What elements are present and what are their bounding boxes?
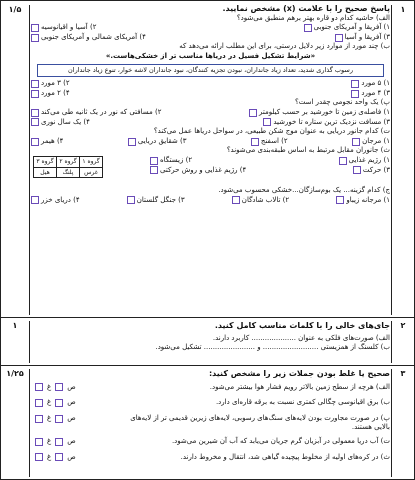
question-3-section — [1, 365, 414, 479]
true-label: ص — [67, 382, 76, 391]
question-number: ۲ — [391, 321, 414, 363]
checkbox[interactable] — [127, 196, 135, 204]
true-false-row — [31, 414, 390, 424]
option[interactable] — [232, 196, 289, 206]
option-row — [150, 166, 390, 176]
table-cell: پلنگ — [57, 167, 80, 178]
option[interactable] — [150, 156, 192, 166]
true-false-choices — [35, 398, 76, 408]
option-label: ۱) آفریقا و آمریکای جنوبی — [313, 23, 390, 32]
option[interactable] — [31, 118, 90, 128]
true-label: ص — [67, 452, 76, 461]
option[interactable] — [150, 166, 246, 176]
option-label: ۱) مرجان — [362, 136, 390, 145]
option-label: ۱) ۵ مورد — [361, 79, 390, 88]
question-1-title: پاسخ صحیح را با علامت (x) مشخص نمایید. — [222, 4, 390, 13]
option-label: ۴) آمریکای شمالی و آمریکای جنوبی — [41, 32, 146, 41]
checkbox[interactable] — [304, 24, 312, 32]
checkbox[interactable] — [128, 138, 136, 146]
table-cell: غرس — [80, 167, 103, 178]
question-number: ۱ — [391, 5, 414, 315]
option[interactable] — [335, 33, 390, 43]
false-checkbox[interactable] — [35, 453, 43, 461]
true-false-row — [31, 453, 390, 463]
option-label: ۳) مسافت نزدیک ترین ستاره تا خورشید — [273, 117, 390, 126]
statement-continuation: بالایی هستند. — [351, 423, 390, 432]
checkbox[interactable] — [335, 34, 343, 42]
checkbox[interactable] — [353, 166, 361, 174]
option[interactable] — [351, 89, 390, 99]
table-header-cell: گروه ۳ — [34, 156, 57, 167]
option[interactable] — [352, 137, 390, 147]
option-label: ۳) آفریقا و آسیا — [344, 32, 390, 41]
false-checkbox[interactable] — [35, 383, 43, 391]
option-label: ۴) رژیم غذایی و روش حرکتی — [160, 165, 247, 174]
checkbox[interactable] — [336, 196, 344, 204]
false-label: غ — [47, 382, 52, 391]
option-label: ۳) جنگل گلستان — [136, 195, 185, 204]
option[interactable] — [251, 137, 288, 147]
true-label: ص — [67, 413, 76, 422]
checkbox[interactable] — [150, 157, 158, 165]
false-checkbox[interactable] — [35, 399, 43, 407]
option-label: ۱) فاصله‌ی زمین تا خورشید بر حسب کیلومتر — [258, 107, 390, 116]
true-false-choices — [35, 437, 76, 447]
animal-group-table — [33, 156, 103, 178]
grid-and-options — [31, 156, 390, 186]
question-jim: ج) کدام گزینه... یک بوم‌سازگان...خشکی محسوب می‌شود. — [218, 185, 390, 194]
checkbox[interactable] — [31, 196, 39, 204]
statement: پ) در صورت مجاورت بودن لایه‌های سنگ‌های رسوبی، لایه‌های زیرین قدیمی تر از لایه‌های — [130, 413, 390, 422]
true-checkbox[interactable] — [55, 438, 63, 446]
true-false-choices — [35, 383, 76, 393]
option[interactable] — [304, 23, 390, 33]
option[interactable] — [339, 156, 390, 166]
checkbox[interactable] — [351, 90, 359, 98]
false-checkbox[interactable] — [35, 438, 43, 446]
checkbox[interactable] — [263, 118, 271, 126]
question-score: ۱ — [1, 321, 30, 363]
checkbox[interactable] — [31, 24, 39, 32]
option[interactable] — [351, 79, 390, 89]
statement: الف) هرچه از سطح زمین بالاتر رویم فشار هوا بیشتر می‌شود. — [209, 382, 390, 391]
true-checkbox[interactable] — [55, 383, 63, 391]
statement: ت) آب دریا معمولی در آبزیان گرم جریان می‌یابد که آب آن شیرین می‌شود. — [171, 436, 390, 445]
option-label: ۲) ۳ مورد — [41, 79, 70, 88]
option-label: ۴) یک سال نوری — [41, 117, 90, 126]
option-label: ۲) اسفنج — [260, 136, 288, 145]
true-checkbox[interactable] — [55, 415, 63, 423]
checkbox[interactable] — [339, 157, 347, 165]
question-2-section — [1, 317, 414, 366]
true-false-choices — [35, 414, 76, 424]
option-label: ۴) دریای خزر — [41, 195, 80, 204]
option-row — [31, 196, 390, 206]
statement: ث) در کره‌های اولیه از مخلوط پیچیده گیاهی شد، انتقال و مخروط دارند. — [180, 452, 390, 461]
statement: ب) برق اقیانوسی چگالی کمتری نسبت به برقه قاره‌ای دارد. — [215, 398, 390, 407]
table-cell: هیل — [34, 167, 57, 178]
false-label: غ — [47, 452, 52, 461]
option-row — [31, 79, 390, 89]
true-false-row — [31, 398, 390, 408]
question-score: ۱/۲۵ — [1, 369, 30, 477]
question-alef: الف) حاشیه کدام دو قاره بهتر برهم منطبق می‌شود؟ — [236, 13, 390, 22]
false-label: غ — [47, 436, 52, 445]
option-label: ۱) رژیم غذایی — [348, 155, 390, 164]
question-2-content — [31, 321, 390, 365]
option-row — [31, 33, 390, 43]
fill-blank-line[interactable]: ب) کلسنگ از همزیستی ......................... و ....................... تشکیل می‌شود. — [155, 343, 390, 352]
option[interactable] — [31, 23, 96, 33]
checkbox[interactable] — [31, 138, 39, 146]
option-label: ۲) زیستگاه — [160, 155, 193, 164]
option[interactable] — [31, 108, 161, 118]
true-false-row — [31, 437, 390, 447]
checkbox[interactable] — [31, 90, 39, 98]
option[interactable] — [31, 137, 63, 147]
checkbox[interactable] — [31, 80, 39, 88]
option-label: ۲) مسافتی که نور در یک ثانیه طی می‌کند — [41, 107, 162, 116]
fill-blank-line[interactable]: الف) صورت‌های فلکی به عنوان .................... کاربرد دارند. — [212, 333, 390, 342]
checkbox[interactable] — [352, 138, 360, 146]
option-label: ۲) تالاب شادگان — [241, 195, 290, 204]
option-row — [31, 108, 390, 118]
option[interactable] — [31, 196, 80, 206]
question-2-title: جای‌های خالی را با کلمات مناسب کامل کنید. — [214, 321, 390, 330]
checkbox[interactable] — [150, 166, 158, 174]
question-3-content — [31, 369, 390, 479]
option[interactable] — [127, 196, 185, 206]
true-false-choices — [35, 453, 76, 463]
question-se: ث) جانوران مقابل مرتبط به اساس طبقه‌بندی می‌شوند؟ — [226, 146, 390, 155]
question-number: ۳ — [391, 369, 414, 477]
checkbox[interactable] — [251, 138, 259, 146]
option[interactable] — [128, 137, 187, 147]
true-false-row — [31, 383, 390, 393]
true-label: ص — [67, 398, 76, 407]
question-be: ب) چند مورد از موارد زیر دلایل درستی، برای این مطلب ارائه می‌دهد که — [179, 42, 390, 51]
false-label: غ — [47, 398, 52, 407]
option-row — [31, 118, 390, 128]
option-row — [31, 137, 390, 147]
question-score: ۱/۵ — [1, 5, 30, 315]
question-1-section — [1, 1, 414, 318]
checkbox[interactable] — [31, 109, 39, 117]
option[interactable] — [336, 196, 390, 206]
option[interactable] — [31, 89, 70, 99]
question-3-title: صحیح یا غلط بودن جملات زیر را مشخص کنید: — [208, 369, 390, 378]
false-checkbox[interactable] — [35, 415, 43, 423]
option-label: ۳) ۴ مورد — [361, 88, 390, 97]
statement-box: رسوب گذاری شدید، تعداد زیاد جانداران، نبودن تجزیه کنندگان، نبود جانداران لاشه خوار، تنوع زیاد جانداران — [37, 64, 384, 78]
checkbox[interactable] — [249, 109, 257, 117]
option[interactable] — [263, 118, 390, 128]
question-te: ت) کدام جانور دریایی به عنوان موج شکن طبیعی، در سواحل دریاها عمل می‌کند؟ — [153, 127, 390, 136]
option-row — [31, 89, 390, 99]
option-label: ۴) هیمر — [41, 136, 64, 145]
option-row — [150, 156, 390, 166]
true-checkbox[interactable] — [55, 399, 63, 407]
table-header-cell: گروه ۲ — [57, 156, 80, 167]
question-1-content — [31, 4, 390, 317]
checkbox[interactable] — [351, 80, 359, 88]
option-row — [31, 23, 390, 33]
checkbox[interactable] — [232, 196, 240, 204]
option-label: ۱) مرجانه زیباو — [346, 195, 390, 204]
option-label: ۳) شقایق دریایی — [137, 136, 187, 145]
option[interactable] — [31, 79, 70, 89]
question-be-quote: «شرایط تشکیل فسیل در دریاها مناسب تر از خشکی‌هاست.» — [105, 51, 316, 60]
option[interactable] — [353, 166, 390, 176]
option[interactable] — [249, 108, 390, 118]
option-label: ۳) حرکت — [362, 165, 390, 174]
checkbox[interactable] — [31, 118, 39, 126]
option-label: ۲) آسیا و اقیانوسیه — [41, 23, 97, 32]
true-checkbox[interactable] — [55, 453, 63, 461]
question-pe: پ) یک واحد نجومی چقدر است؟ — [295, 98, 390, 107]
option-label: ۴) ۲ مورد — [41, 88, 70, 97]
table-header-cell: گروه ۱ — [80, 156, 103, 167]
false-label: غ — [47, 413, 52, 422]
option[interactable] — [31, 33, 146, 43]
checkbox[interactable] — [31, 34, 39, 42]
true-label: ص — [67, 436, 76, 445]
